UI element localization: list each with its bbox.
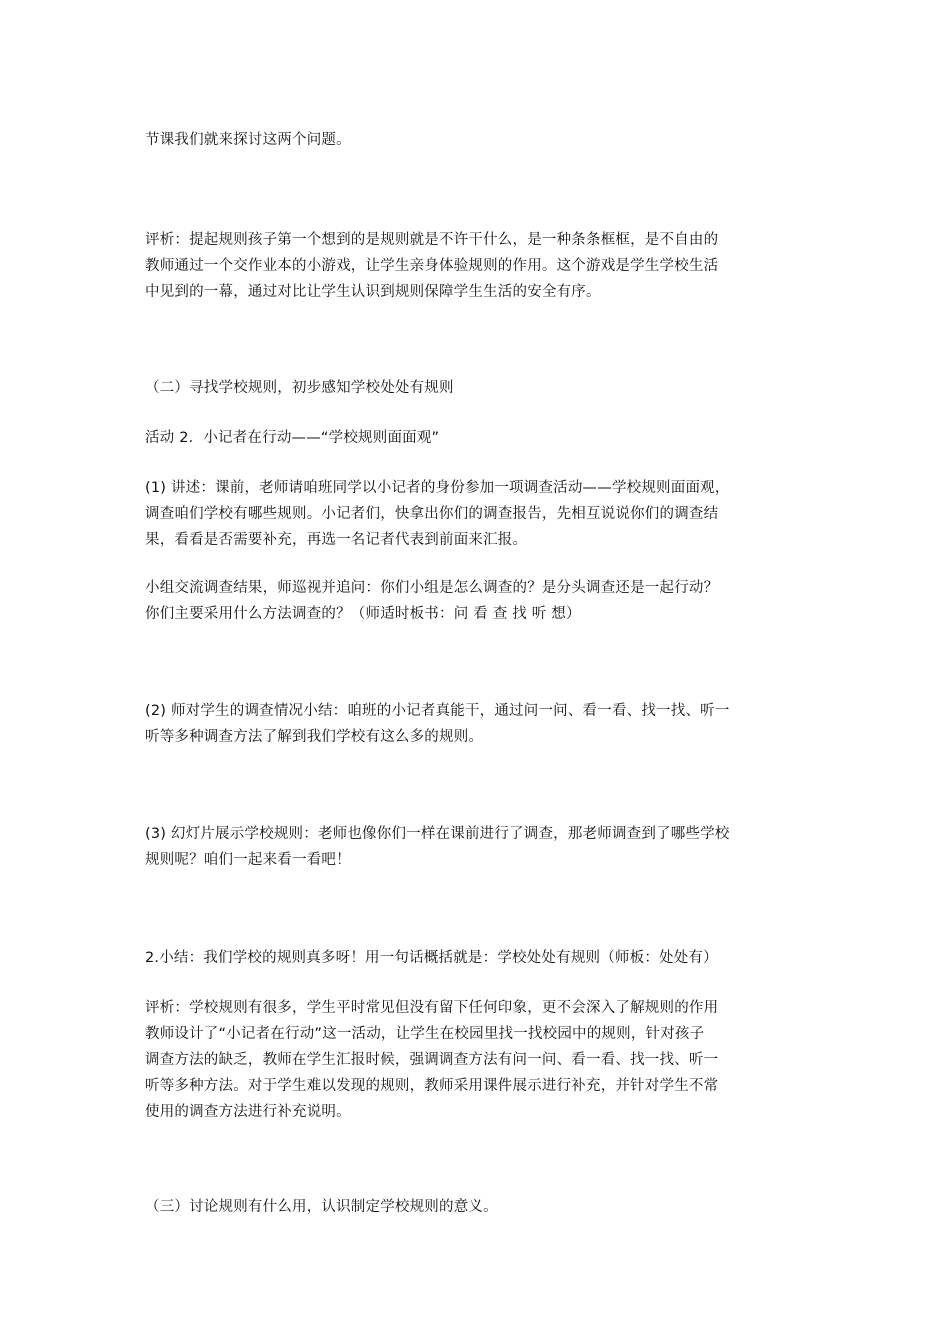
- section-heading-2: [145, 375, 810, 401]
- text-line: 你们主要采用什么方法调查的？（师适时板书：问 看 查 找 听 想）: [145, 606, 581, 622]
- paragraph-step-1: [145, 475, 810, 553]
- section-heading-3: [145, 1194, 810, 1220]
- text-line: 2.小结：我们学校的规则真多呀！用一句话概括就是：学校处处有规则（师板：处处有）: [145, 950, 718, 966]
- text-line: 调查方法的缺乏，教师在学生汇报时候，强调调查方法有问一问、看一看、找一找、听一: [145, 1052, 719, 1068]
- text-line: (3) 幻灯片展示学校规则：老师也像你们一样在课前进行了调查，那老师调查到了哪些学校: [145, 826, 730, 842]
- paragraph-summary: [145, 945, 810, 971]
- text-line: 使用的调查方法进行补充说明。: [145, 1104, 351, 1120]
- paragraph-group-exchange: [145, 575, 810, 627]
- text-line: 中见到的一幕，通过对比让学生认识到规则保障学生生活的安全有序。: [145, 284, 601, 300]
- paragraph-intro-end: [145, 127, 810, 153]
- text-line: 教师通过一个交作业本的小游戏，让学生亲身体验规则的作用。这个游戏是学生学校生活: [145, 258, 719, 274]
- text-line: 节课我们就来探讨这两个问题。: [145, 132, 351, 148]
- paragraph-commentary-2: [145, 995, 810, 1125]
- text-line: 评析：学校规则有很多，学生平时常见但没有留下任何印象，更不会深入了解规则的作用: [145, 1000, 719, 1016]
- text-line: （二）寻找学校规则，初步感知学校处处有规则: [145, 380, 454, 396]
- text-line: 调查咱们学校有哪些规则。小记者们，快拿出你们的调查报告，先相互说说你们的调查结: [145, 506, 719, 522]
- text-line: （三）讨论规则有什么用，认识制定学校规则的意义。: [145, 1199, 498, 1215]
- text-line: 果，看看是否需要补充，再选一名记者代表到前面来汇报。: [145, 532, 528, 548]
- text-line: 听等多种方法。对于学生难以发现的规则，教师采用课件展示进行补充，并针对学生不常: [145, 1078, 719, 1094]
- text-line: 活动 2．小记者在行动——“学校规则面面观”: [145, 430, 440, 446]
- text-line: 评析：提起规则孩子第一个想到的是规则就是不许干什么，是一种条条框框，是不自由的: [145, 232, 719, 248]
- paragraph-commentary-1: [145, 227, 810, 305]
- text-line: 教师设计了“小记者在行动”这一活动，让学生在校园里找一找校园中的规则，针对孩子: [145, 1026, 705, 1042]
- text-line: 听等多种调查方法了解到我们学校有这么多的规则。: [145, 729, 484, 745]
- text-line: (1) 讲述：课前，老师请咱班同学以小记者的身份参加一项调查活动——学校规则面面观，: [145, 480, 730, 496]
- paragraph-step-3: [145, 821, 810, 873]
- text-line: 规则呢？咱们一起来看一看吧！: [145, 852, 351, 868]
- activity-title: [145, 425, 810, 451]
- text-line: (2) 师对学生的调查情况小结：咱班的小记者真能干，通过问一问、看一看、找一找、听一: [145, 703, 730, 719]
- paragraph-step-2: [145, 698, 810, 750]
- text-line: 小组交流调查结果，师巡视并追问：你们小组是怎么调查的？是分头调查还是一起行动？: [145, 580, 719, 596]
